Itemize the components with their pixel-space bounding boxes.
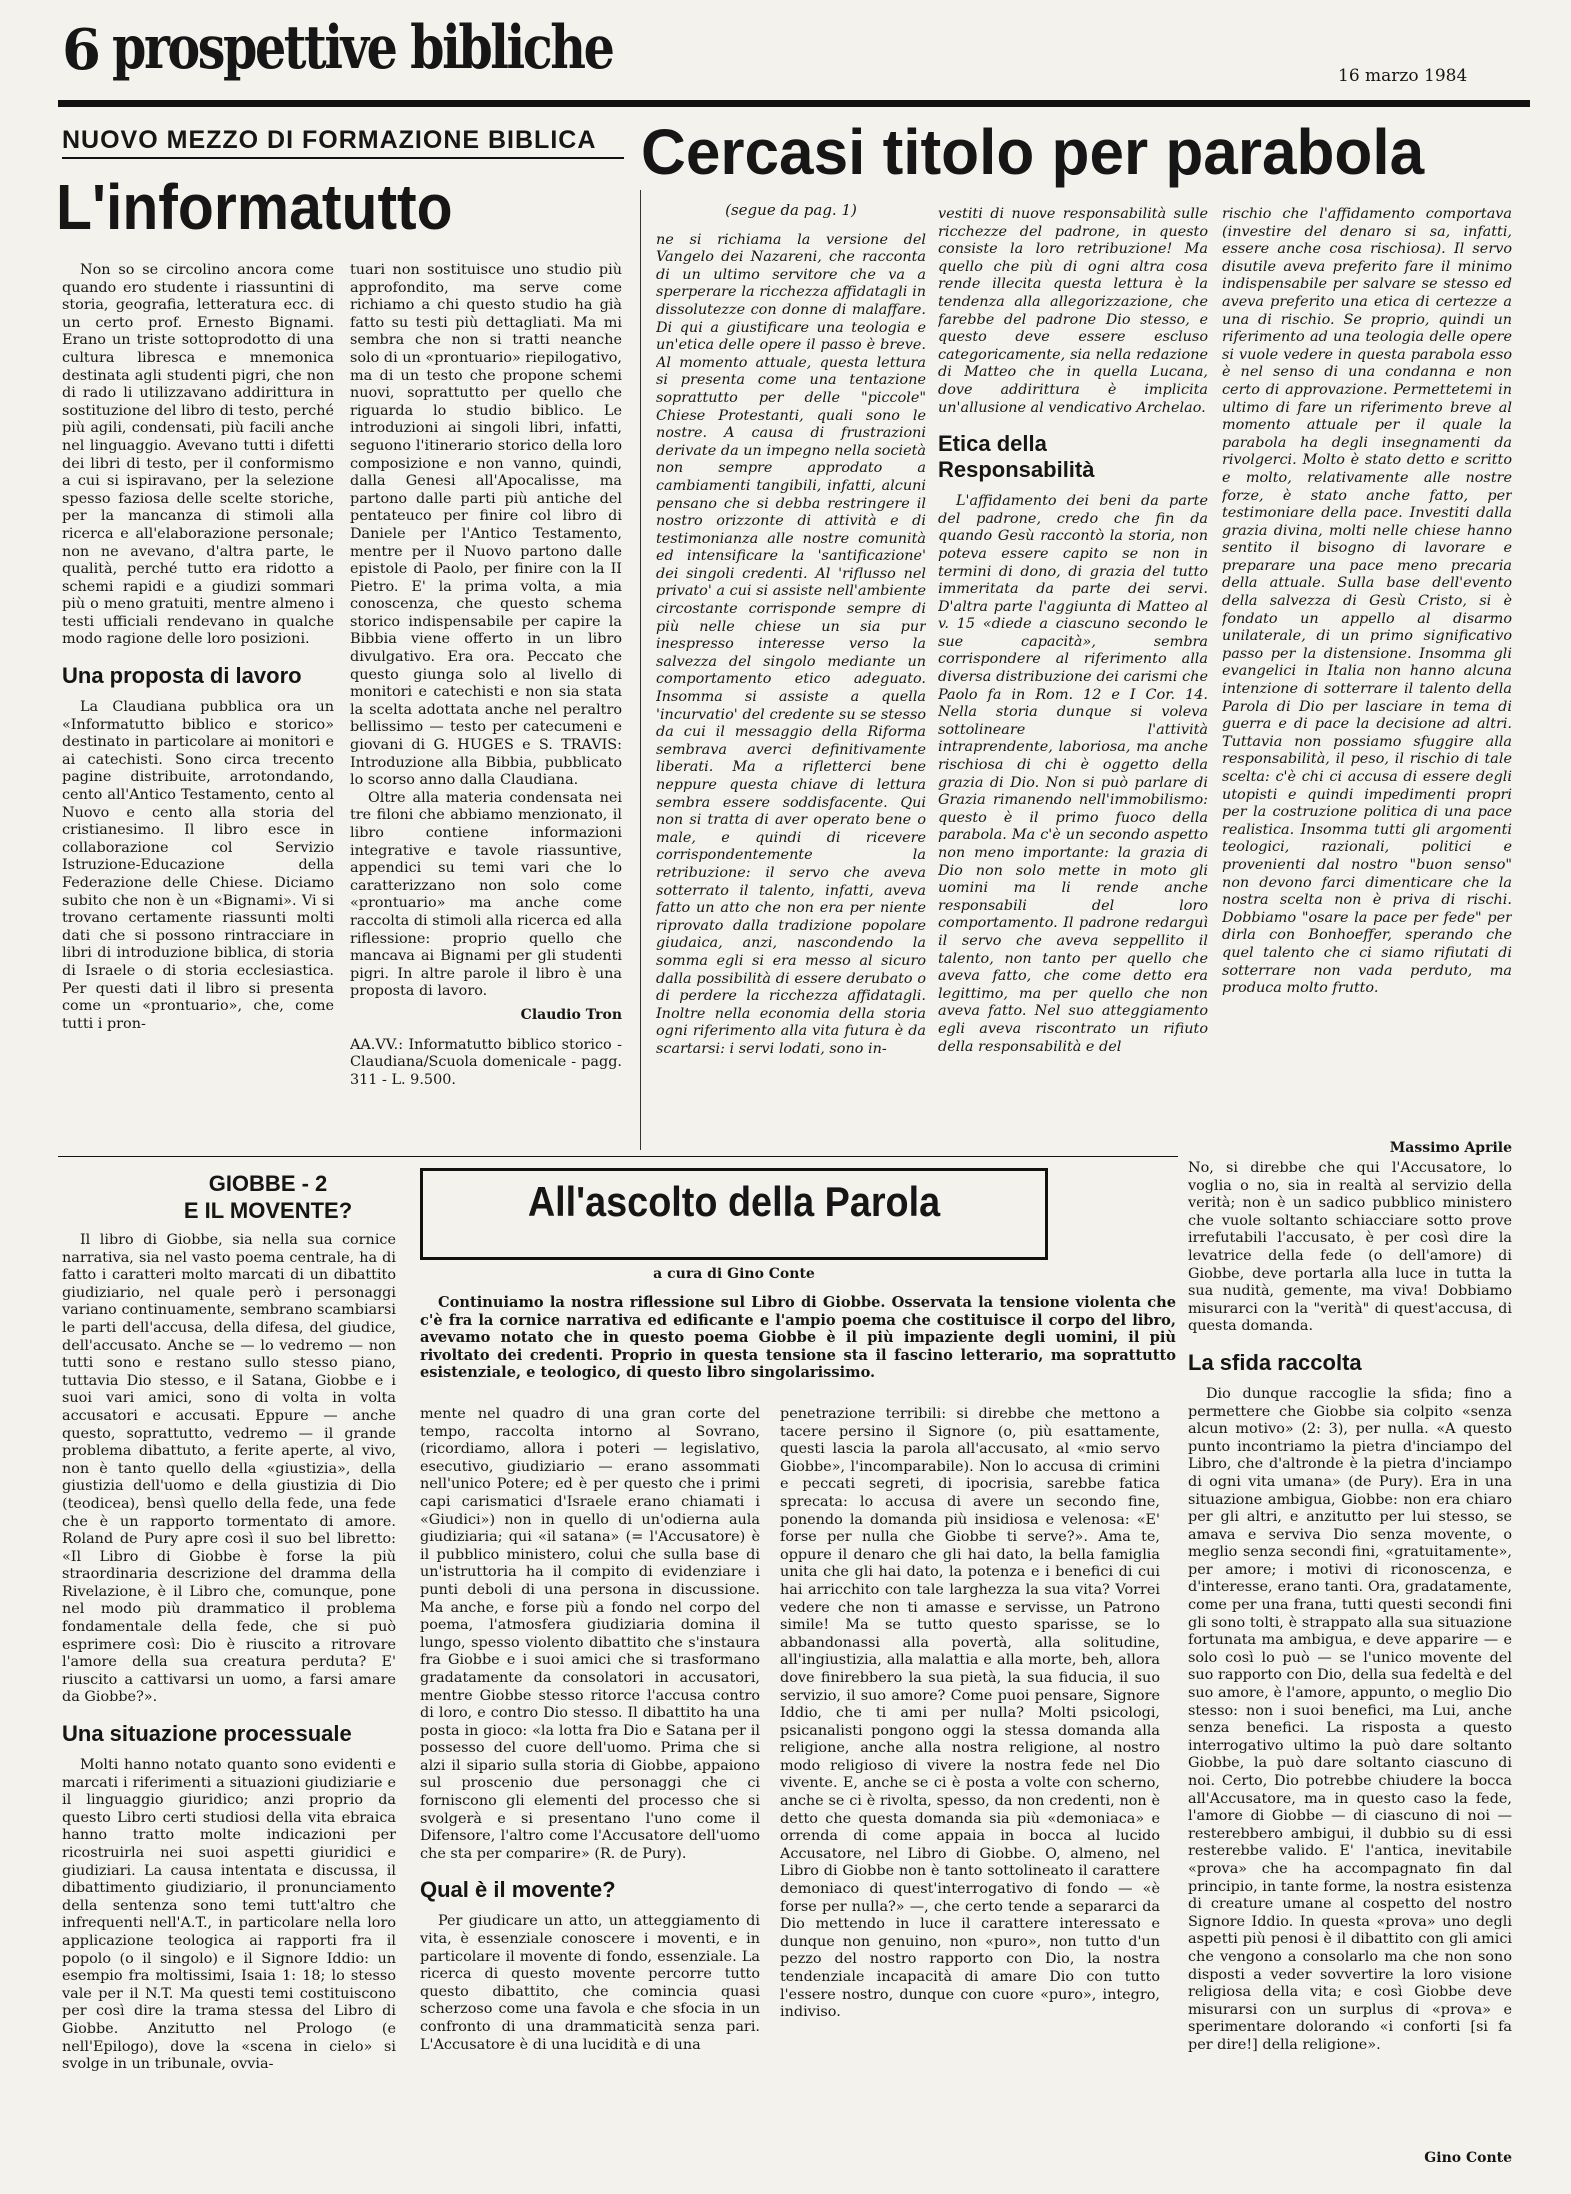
kicker-rule <box>62 157 624 159</box>
continued-note: (segue da pag. 1) <box>725 202 857 219</box>
informatutto-paragraph: La Claudiana pubblica ora un «Informatutto biblico e storico» destinato in particolare ai monitori e ai catechisti. Sono circa trecento pagine distribuite, arrotondando, cento all'Antico Testamento, cento al Nuovo e cento alla storia del cristianesimo. Il libro esce in collaborazione col Servizio Istruzione-Educazione della Federazione delle Chiese. Diciamo subito che non è un «Bignami». Vi si trovano certamente riassunti molti dati che si possono rintracciare in libri di introduzione biblica, di storia di Israele o di storia ecclesiastica. Per questi dati il libro si presenta come un «prontuario», che, come tutti i pron- <box>62 699 334 1032</box>
giobbe-heading-line-2: E IL MOVENTE? <box>183 1198 353 1223</box>
informatutto-subheading: Una proposta di lavoro <box>62 663 302 689</box>
giobbe-paragraph: mente nel quadro di una gran corte del tempo, raccolta intorno al Sovrano, (ricordiamo, allora i poteri — legislativo, esecutivo, giudiziario — erano assommati nell'unico Potere; ed è per questo che i primi capi carismatici d'Israele erano chiamati i «Giudici») non in quello di un'odierna aula giudiziaria; qui «il satana» (= l'Accusatore) è il pubblico ministero, colui che sulla base di un'istruttoria ha il compito di evidenziare i punti deboli di una persona in discussione. Ma anche, e forse più a fondo nel corpo del poema, l'atmosfera giudiziaria domina il lungo, spesso violento dibattito che s'instaura fra Giobbe e i suoi amici che si trasformano gradatamente da consolatori in accusatori, mentre Giobbe stesso ritorce l'accusa contro di loro, e contro Dio stesso. Il dibattito ha una posta in gioco: «la lotta fra Dio e Satana per il possesso del cuore dell'uomo. Prima che si alzi il sipario sulla storia di Giobbe, appaiono sul proscenio due personaggi che ci forniscono gli elementi del processo che si svolgerà e si presentano l'uno come il Difensore, l'altro come l'Accusatore dell'uomo che sta per comparire» (R. de Pury). <box>420 1406 760 1862</box>
giobbe-lead-text: Continuiamo la nostra riflessione sul Libro di Giobbe. Osservata la tensione violenta che c'è fra la cornice narrativa ed edificante e l'ampio poema che costituisce il corpo del libro, avevamo notato che in questo poema Giobbe è il più impaziente degli uomini, il più rivoltato dei credenti. Proprio in questa tensione sta il fascino letterario, ma soprattutto esistenziale, e teologico, di questo libro singolarissimo. <box>420 1294 1176 1381</box>
informatutto-paragraph: Non so se circolino ancora come quando ero studente i riassuntini di storia, geografia, letteratura ecc. di un certo prof. Ernesto Bignami. Erano un triste sottoprodotto di una cultura libresca e mnemonica destinata agli studenti pigri, che non di rado li utilizzavano addirittura in sostituzione del libro di testo, perché più agili, condensati, più facili anche nel linguaggio. Avevano tutti i difetti dei libri di testo, per il conformismo a cui si ispiravano, per la selezione spesso faziosa delle scelte storiche, per la mancanza di stimoli alla ricerca e all'elaborazione personale; non ne avevano, d'altra parte, le qualità, perché tutto era ridotto a schemi rapidi e a giudizi sommari più o meno gratuiti, mentre almeno i testi ufficiali rendevano in qualche modo ragione delle loro posizioni. <box>62 262 334 648</box>
informatutto-paragraph: tuari non sostituisce uno studio più approfondito, ma serve come richiamo a chi questo studio ha già fatto su testi più dettagliati. Ma mi sembra che non si tratti neanche solo di un «prontuario» riepilogativo, ma di un testo che propone schemi nuovi, soprattutto per quello che riguarda lo studio biblico. Le introduzioni ai singoli libri, infatti, seguono l'itinerario storico della loro composizione e non vanno, quindi, dalla Genesi all'Apocalisse, ma partono dalle parti più antiche del pentateuco per finire col libro di Daniele per l'Antico Testamento, mentre per il Nuovo partono dalle epistole di Paolo, per finire con la II Pietro. E' la prima volta, a mia conoscenza, che questo schema storico indispensabile per capire la Bibbia viene offerto in un libro divulgativo. Era ora. Peccato che questo giunga solo al livello di monitori e catechisti e non sia stata la scelta adottata anche nel peraltro bellissimo — testo per catecumeni e giovani di G. HUGES e S. TRAVIS: Introduzione alla Bibbia, pubblicato lo scorso anno dalla Claudiana. <box>350 262 622 789</box>
giobbe-heading <box>148 1170 388 1224</box>
parabola-paragraph: rischio che l'affidamento comportava (investire del denaro si sa, infatti, essere anche cosa rischiosa). Il servo disutile aveva preferito fare il minimo indispensabile per salvare se stesso ed aveva preferito una etica di certezze a una di rischio. Se proprio, quindi un riferimento ad una teologia delle opere si vuole vedere in questa parabola esso è nel senso di una condanna e non certo di approvazione. Permettetemi in ultimo di fare un riferimento breve al momento attuale per il quale la parabola ha degli insegnamenti da rivolgerci. Molto è stato detto e scritto e molto, relativamente alle nostre forze, è stato anche fatto, per testimoniare della pace. Investiti dalla grazia divina, molti nelle chiese hanno sentito il bisogno di lavorare e preparare una pace meno precaria della attuale. Sulla base dell'evento della salvezza di Gesù Cristo, si è fondato un appello al disarmo unilaterale, di un primo significativo passo per la distensione. Insomma gli evangelici in Italia non hanno alcuna intenzione di sotterrare il talento della Parola di Dio per lasciare in tema di guerra e di pace la decisione ad altri. Tuttavia non possiamo sfuggire alla responsabilità, il peso, il rischio di tale scelta: c'è chi ci accusa di essere degli utopisti e quindi impedimenti propri per la costruzione politica di una pace realistica. Insomma tutti gli argomenti teologici, razionali, politici e provenienti dal nostro "buon senso" non devono farci dimenticare che la nostra scelta non è priva di rischi. Dobbiamo "osare la pace per fede" per dirla con Bonhoeffer, sperando che quel talento che ci siamo rifiutati di sotterrare non vada perduto, ma produca molto frutto. <box>1222 206 1512 997</box>
giobbe-signature: Gino Conte <box>1424 2150 1512 2166</box>
giobbe-paragraph: Dio dunque raccoglie la sfida; fino a permettere che Giobbe sia colpito «senza alcun motivo» (2: 3), per nulla. «A questo punto incontriamo la pietra d'inciampo del Libro, che d'altronde è la pietra d'inciampo di ogni vita umana» (de Pury). Era in una situazione ambigua, Giobbe: non era chiaro per gli altri, e anzitutto per lui stesso, se amava e serviva Dio senza movente, o meglio senza secondi fini, «gratuitamente», per amore; i motivi di riconoscenza, e d'interesse, erano tanti. Ora, gradatamente, come per una frana, tutti questi secondi fini gli sono tolti, è strappato alla sua situazione fortunata ma ambigua, e deve apparire — e solo così lo può — se l'unico movente del suo rapporto con Dio, della sua fedeltà e del suo amore, è l'amore, appunto, o meglio Dio stesso: non i suoi benefici, ma Lui, anche senza benefici. La risposta a questo interrogativo ultimo la può dare soltanto Giobbe, la può dare soltanto ciascuno di noi. Certo, Dio potrebbe chiudere la bocca all'Accusatore, ma in questo caso la fede, l'amore di Giobbe — di ciascuno di noi — resterebbero ambigui, il dubbio su di essi resterebbe valido. E' l'antica, inevitabile «prova» che ha accompagnato fin dal principio, in tante forme, la nostra esistenza di creature umane al cospetto del nostro Signore Iddio. In questa «prova» uno degli aspetti più penosi è il dibattito con gli amici che vengono a consolarlo ma che non sono disposti a veder sovvertire la loro visione religiosa della vita; e così Giobbe deve misurarsi con un surplus di «prova» e sperimentare dolorando «i conforti [si fa per dire!] della religione». <box>1188 1385 1512 2053</box>
giobbe-column-2 <box>420 1406 760 2176</box>
giobbe-editor-credit: a cura di Gino Conte <box>653 1266 815 1282</box>
giobbe-paragraph: No, si direbbe che qui l'Accusatore, lo voglia o no, sia in realtà al servizio della verità; non è un sadico pubblico ministero che vuole soltanto schiacciare sotto prove irrefutabili l'accusato, è per così dire la levatrice della fede (o dell'amore) di Giobbe, deve portarla alla luce in tutta la sua nudità, gemente, ma viva! Dobbiamo misurarci con la "verità" di quest'accusa, di questa domanda. <box>1188 1160 1512 1335</box>
informatutto-signature: Claudio Tron <box>520 1006 622 1023</box>
section-divider <box>58 1156 1178 1157</box>
giobbe-paragraph: Il libro di Giobbe, sia nella sua cornice narrativa, sia nel vasto poema centrale, ha di fatto i caratteri molto marcati di un dibattito giudiziario, nel quale però i personaggi variano continuamente, sembrano scambiarsi le parti dell'accusa, della difesa, del giudice, dell'accusato. Anche se — lo vedremo — non tutti sono e restano sullo stesso piano, tuttavia Dio stesso, e il Satana, Giobbe e i suoi vari amici, sono di volta in volta accusatori e accusati. Eppure — anche questo, soprattutto, vedremo — il grande problema dibattuto, a ferite aperte, al vivo, non è tanto quello della «giustizia», della giustizia dell'uomo e della giustizia di Dio (teodicea), bensì quello della fede, una fede che è un rapporto tormentato di amore. Roland de Pury apre così il suo bel libretto: «Il Libro di Giobbe è forse la più straordinaria descrizione del dramma della Rivelazione, è il Libro che, comunque, pone nel modo più drammatico il problema fondamentale della fede, che si può esprimere così: Dio è riuscito a ritrovare l'amore della sua creatura perduta? E' riuscito a cattivarsi un uomo, a farsi amare da Giobbe?». <box>62 1232 396 1706</box>
giobbe-heading-line-1: GIOBBE - 2 <box>208 1171 328 1196</box>
giobbe-column-3 <box>780 1406 1160 2176</box>
giobbe-subheading: Qual è il movente? <box>420 1877 616 1903</box>
informatutto-column-2 <box>350 262 622 1182</box>
parabola-paragraph: L'affidamento dei beni da parte del padrone, credo che fin da quando Gesù raccontò la storia, non poteva essere capito se non in termini di dono, di grazia del tutto immeritata da parte dei servi. D'altra parte l'aggiunta di Matteo al v. 15 «diede a ciascuno secondo le sue capacità», sembra corrispondere al riferimento alla diversa distribuzione dei carismi che Paolo fa in Rom. 12 e I Cor. 14. Nella storia dunque si voleva sottolineare l'attività intraprendente, laboriosa, ma anche rischiosa di chi è oggetto della grazia di Dio. Non si può parlare di Grazia rimanendo nell'immobilismo: questo è il primo fuoco della parabola. Ma c'è un secondo aspetto non meno importante: la grazia di Dio non solo mette in moto gli uomini ma li rende anche responsabili del loro comportamento. Il padrone redarguì il servo che aveva seppellito il talento, non tanto per quello che aveva fatto, che come detto era legittimo, ma per quello che non aveva fatto. Nel suo atteggiamento egli aveva riscontrato un rifiuto della responsabilità e del <box>938 493 1208 1055</box>
giobbe-subheading: Una situazione processuale <box>62 1721 352 1747</box>
informatutto-column-1 <box>62 262 334 1182</box>
parabola-headline: Cercasi titolo per parabola <box>641 116 1425 188</box>
giobbe-paragraph: Per giudicare un atto, un atteggiamento di vita, è essenziale conoscere i moventi, e in particolare il movente di fondo, essenziale. La ricerca di questo movente percorre tutto questo dibattito, che comincia quasi scherzoso come una favola e che sfocia in un confronto di una drammaticità senza pari. L'Accusatore è di una lucidità e di una <box>420 1913 760 2053</box>
informatutto-paragraph: Oltre alla materia condensata nei tre filoni che abbiamo menzionato, il libro contiene informazioni integrative e tavole riassuntive, appendici su temi vari che lo caratterizzano non solo come «prontuario» ma anche come raccolta di stimoli alla ricerca ed alla riflessione: proprio quello che mancava ai Bignami per gli studenti pigri. In altre parole il libro è una proposta di lavoro. <box>350 789 622 1000</box>
parabola-column-1 <box>656 202 926 1162</box>
parabola-paragraph: ne si richiama la versione del Vangelo dei Nazareni, che racconta di un ultimo servitore che va a sperperare la ricchezza affidatagli in dissolutezze con donne di malaffare. Di qui a giustificare una teologia e un'etica delle opere il passo è breve. Al momento attuale, questa lettura si presenta come una tentazione soprattutto per delle "piccole" Chiese Protestanti, quali sono le nostre. A causa di frustrazioni derivate da un impegno nella società non sempre approdato a cambiamenti tangibili, infatti, alcuni pensano che si debba restringere il nostro orizzonte di attività e di testimonianza alle nostre comunità ed intensificare la 'santificazione' dei singoli credenti. Al 'riflusso nel privato' a cui si assiste nell'ambiente circostante corrisponde sempre di più nelle chiese un sia pur inespresso interesse verso la salvezza del singolo mediante un comportamento etico adeguato. Insomma si assiste a quella 'incurvatio' del credente su se stesso da cui il messaggio della Riforma sembrava averci definitivamente liberati. Ma a rifletterci bene neppure questa chiave di lettura sembra essere soddisfacente. Qui non si tratta di aver operato bene o male, e quindi di ricevere corrispondentemente la retribuzione: il servo che aveva sotterrato il talento, infatti, aveva fatto un atto che non era per niente riprovato dalla tradizione popolare giudaica, anzi, nascondendo la somma egli si era messo al sicuro dalla possibilità di essere derubato o di perdere la ricchezza affidatagli. Inoltre nella economia della storia ogni riferimento alla vita futura è da scartarsi: i servi lodati, sono in- <box>656 231 926 1057</box>
column-divider <box>640 190 641 1150</box>
masthead-rule <box>58 100 1530 107</box>
parabola-column-2 <box>938 206 1208 1166</box>
giobbe-column-4 <box>1188 1160 1512 2150</box>
giobbe-lead <box>420 1294 1176 1382</box>
page-number: 6 <box>62 17 100 83</box>
giobbe-paragraph: penetrazione terribili: si direbbe che mettono a tacere persino il Signore (o, più esattamente, questi lascia la parola all'accusato, al «mio servo Giobbe», l'incomparabile). Non lo accusa di crimini e peccati segreti, di ipocrisia, sarebbe fatica sprecata: lo accusa di avere un secondo fine, ponendo la domanda più insidiosa e velenosa: «E' forse per nulla che Giobbe ti serve?». Ama te, oppure il denaro che gli hai dato, la bella famiglia unita che gli hai dato, la potenza e i benefici di cui hai arricchito con tale larghezza la sua vita? Vorrei vedere che non ti amasse e servisse, un Patrono simile! Ma se tutto questo sparisse, se lo abbandonassi alla povertà, alla solitudine, all'ingiustizia, alla malattia e alla morte, beh, allora dove finirebbero la sua pietà, la sua fiducia, il suo servizio, il suo amore? Come puoi pensare, Signore Iddio, che ti ami per nulla? Molti psicologi, psicanalisti pongono oggi la stessa domanda alla religione, anche alla nostra religione, al nostro modo religioso di vivere la nostra fede nel Dio vivente. E, anche se ci è posta a volte con scherno, anche se ci è rivolta, spesso, da non credenti, non è detto che questa domanda sia più «demoniaca» e orrenda di come appaia in bocca al lucido Accusatore, nel Libro di Giobbe. O, almeno, nel Libro di Giobbe non è tanto sottolineato il carattere demoniaco di quest'interrogativo di fondo — «è forse per nulla?» —, che certo tende a separarci da Dio mettendo in luce il carattere interessato e dunque non genuino, non «puro», non tutto d'un pezzo del nostro rapporto con Dio, la nostra tendenziale incapacità di amare Dio con tutto l'essere nostro, dunque con cuore «puro», integro, indiviso. <box>780 1406 1160 2021</box>
parabola-signature: Massimo Aprile <box>1389 1140 1512 1156</box>
giobbe-column-1 <box>62 1232 396 2172</box>
issue-date: 16 marzo 1984 <box>1338 66 1468 86</box>
giobbe-box-title: All'ascolto della Parola <box>527 1178 941 1225</box>
giobbe-subheading: La sfida raccolta <box>1188 1349 1362 1375</box>
informatutto-bibliography: AA.VV.: Informatutto biblico storico - Claudiana/Scuola domenicale - pagg. 311 - L. 9.500. <box>350 1036 622 1088</box>
informatutto-kicker: NUOVO MEZZO DI FORMAZIONE BIBLICA <box>62 126 597 154</box>
informatutto-headline: L'informatutto <box>56 171 453 243</box>
parabola-column-3 <box>1222 206 1512 1136</box>
giobbe-paragraph: Molti hanno notato quanto sono evidenti e marcati i riferimenti a situazioni giudiziarie e il linguaggio giuridico; anzi proprio da questo Libro certi studiosi della vita ebraica hanno tratto molte indicazioni per ricostruirla nei suoi aspetti giuridici e giudiziari. La causa intentata e discussa, il dibattimento giudiziario, il pronunciamento della sentenza sono temi tutt'altro che infrequenti nell'A.T., in particolare nella loro applicazione teologica ai rapporti fra il popolo (o il singolo) e il Signore Iddio: un esempio fra moltissimi, Isaia 1: 18; lo stesso vale per il N.T. Ma questi temi costituiscono per così dire la trama stessa del Libro di Giobbe. Anzitutto nel Prologo (e nell'Epilogo), dove la «scena in cielo» si svolge in un tribunale, ovvia- <box>62 1757 396 2073</box>
section-title: prospettive bibliche <box>112 13 613 83</box>
parabola-paragraph: vestiti di nuove responsabilità sulle ricchezze del padrone, in questo consiste la loro retribuzione! Ma quello che più di ogni altra cosa rende illecita questa lettura è la tendenza alla allegorizzazione, che farebbe del padrone Dio stesso, e questo deve essere escluso categoricamente, sia nella redazione di Matteo che in quella Lucana, dove addirittura è implicita un'allusione al vendicativo Archelao. <box>938 206 1208 416</box>
parabola-subheading: Etica della Responsabilità <box>938 431 1095 483</box>
